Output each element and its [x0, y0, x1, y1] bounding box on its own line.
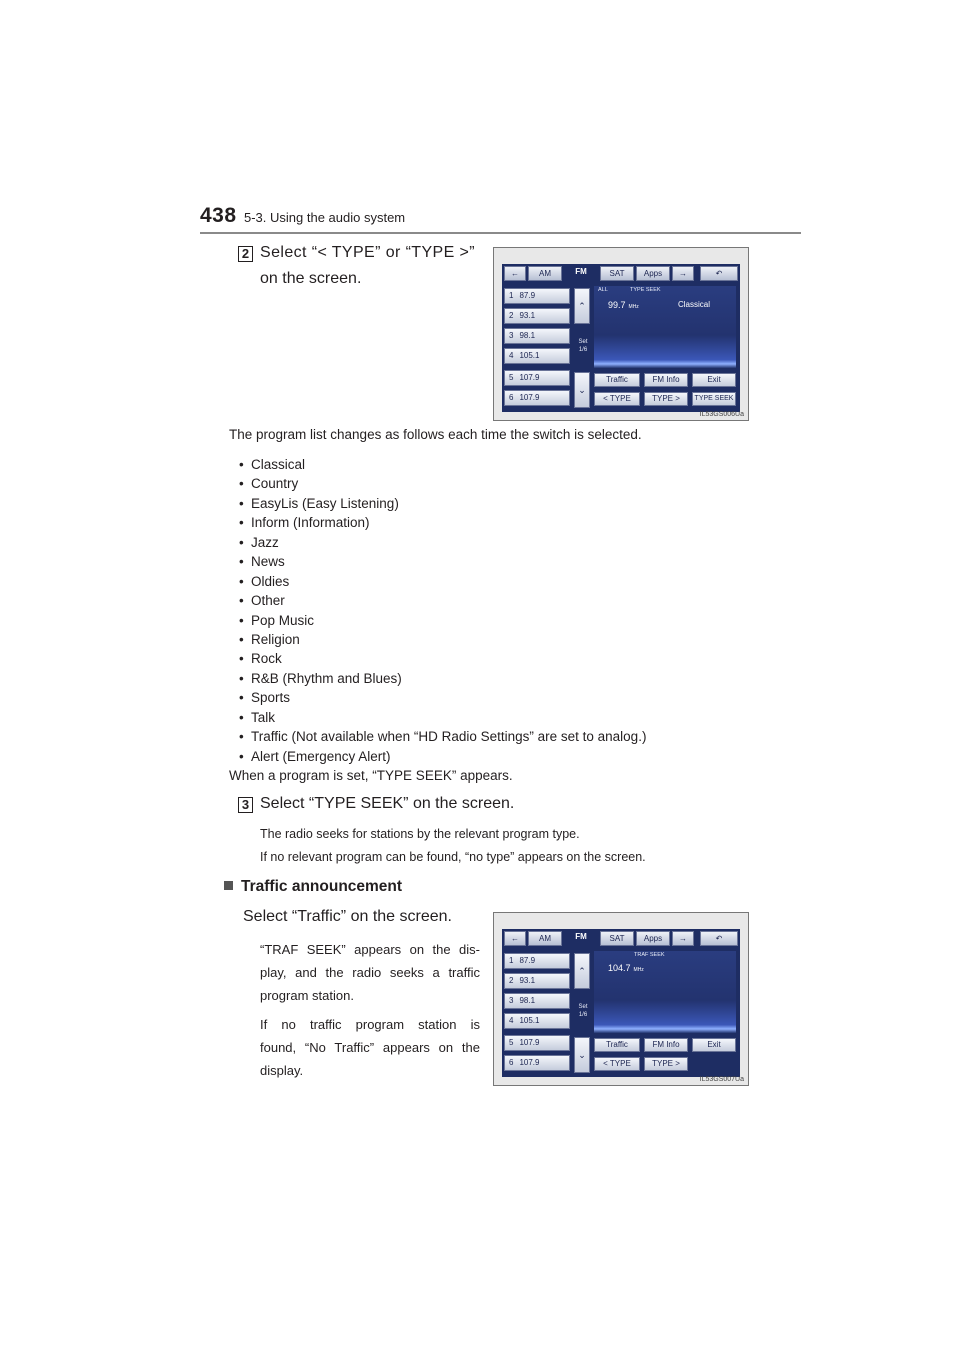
tab-apps[interactable]: Apps — [636, 266, 670, 281]
type-next-button[interactable]: TYPE > — [644, 392, 688, 406]
radio-screen — [502, 929, 740, 1077]
mhz-unit: MHz — [633, 967, 644, 973]
bullet: • — [239, 515, 244, 531]
preset-1[interactable] — [504, 288, 570, 304]
step-2-text — [260, 240, 475, 292]
traffic-heading-text: Traffic announcement — [241, 878, 403, 895]
program-type: Sports — [251, 690, 291, 706]
program-type: Pop Music — [251, 612, 315, 628]
return-icon[interactable]: ↶ — [700, 931, 738, 946]
preset-freq: 107.9 — [519, 373, 540, 382]
preset-4[interactable] — [504, 348, 570, 364]
preset-freq: 93.1 — [519, 311, 536, 320]
preset-num: 2 — [509, 311, 514, 320]
preset-3[interactable] — [504, 993, 570, 1009]
forward-arrow-icon[interactable]: → — [672, 931, 694, 946]
square-bullet-icon — [224, 881, 233, 890]
list-item — [239, 513, 646, 532]
preset-freq: 107.9 — [519, 1038, 540, 1047]
tab-sat[interactable]: SAT — [600, 266, 634, 281]
list-item — [239, 552, 646, 571]
preset-freq: 107.9 — [519, 393, 540, 402]
text-line: If no traffic program station is — [260, 1017, 480, 1032]
bullet: • — [239, 631, 244, 647]
all-label: ALL — [598, 287, 608, 293]
bullet: • — [239, 748, 244, 764]
type-seek-label: TYPE SEEK — [630, 287, 661, 293]
traffic-instruction: Select “Traffic” on the screen. — [243, 908, 452, 925]
scroll-up-icon[interactable]: ⌃ — [574, 288, 590, 324]
preset-2[interactable] — [504, 308, 570, 324]
bullet: • — [239, 476, 244, 492]
preset-freq: 105.1 — [519, 1016, 540, 1025]
preset-freq: 98.1 — [519, 996, 536, 1005]
frequency-readout — [608, 300, 639, 310]
station-display — [594, 951, 736, 1033]
tab-sat[interactable]: SAT — [600, 931, 634, 946]
preset-5[interactable] — [504, 370, 570, 386]
list-item — [239, 474, 646, 493]
program-type: Jazz — [251, 534, 279, 550]
traffic-paragraph-2 — [260, 1013, 480, 1082]
preset-num: 5 — [509, 373, 514, 382]
step-3-text: Select “TYPE SEEK” on the screen. — [260, 795, 515, 812]
traffic-heading — [224, 878, 402, 896]
program-type: Country — [251, 476, 299, 492]
preset-4[interactable] — [504, 1013, 570, 1029]
program-type-list — [239, 455, 646, 766]
top-bar — [502, 266, 740, 282]
preset-2[interactable] — [504, 973, 570, 989]
bullet: • — [239, 573, 244, 589]
tab-am[interactable]: AM — [528, 931, 562, 946]
radio-screen-figure-2 — [493, 912, 749, 1086]
list-item — [239, 591, 646, 610]
step-2-line1: Select “< TYPE” or “TYPE >” — [260, 244, 476, 261]
preset-num: 6 — [509, 393, 514, 402]
forward-arrow-icon[interactable]: → — [672, 266, 694, 281]
back-arrow-icon[interactable]: ← — [504, 266, 526, 281]
program-type: R&B (Rhythm and Blues) — [251, 670, 402, 686]
text-line: found, “No Traffic” appears on the — [260, 1040, 480, 1055]
scroll-up-icon[interactable]: ⌃ — [574, 953, 590, 989]
preset-6[interactable] — [504, 390, 570, 406]
program-type: News — [251, 554, 285, 570]
list-item — [239, 708, 646, 727]
figure-code: IL53GS006Ua — [699, 411, 744, 418]
program-type: Oldies — [251, 573, 290, 589]
preset-freq: 93.1 — [519, 976, 536, 985]
text-line: “TRAF SEEK” appears on the dis- — [260, 942, 480, 957]
exit-button[interactable]: Exit — [692, 1038, 736, 1052]
preset-freq: 98.1 — [519, 331, 536, 340]
scroll-down-icon[interactable]: ⌄ — [574, 372, 590, 408]
list-item — [239, 649, 646, 668]
list-item — [239, 533, 646, 552]
bullet: • — [239, 495, 244, 511]
program-type: Talk — [251, 709, 276, 725]
preset-freq: 105.1 — [519, 351, 540, 360]
traffic-button[interactable]: Traffic — [594, 1038, 640, 1052]
step-3-note-1: The radio seeks for stations by the relevant program type. — [260, 827, 580, 841]
fm-info-button[interactable]: FM Info — [644, 1038, 688, 1052]
bullet: • — [239, 690, 244, 706]
list-item — [239, 455, 646, 474]
text-line: display. — [260, 1063, 304, 1078]
radio-screen-figure-1 — [493, 247, 749, 421]
program-type: Classical — [251, 457, 306, 472]
preset-5[interactable] — [504, 1035, 570, 1051]
preset-num: 2 — [509, 976, 514, 985]
preset-freq: 87.9 — [519, 956, 536, 965]
exit-button[interactable]: Exit — [692, 373, 736, 387]
tab-fm[interactable]: FM — [564, 264, 598, 282]
step-2-badge: 2 — [238, 246, 253, 262]
list-item — [239, 669, 646, 688]
program-type: Alert (Emergency Alert) — [251, 748, 391, 764]
type-seek-note: When a program is set, “TYPE SEEK” appears. — [229, 768, 513, 783]
preset-6[interactable] — [504, 1055, 570, 1071]
program-type: Rock — [251, 651, 282, 667]
fm-info-button[interactable]: FM Info — [644, 373, 688, 387]
scroll-down-icon[interactable]: ⌄ — [574, 1037, 590, 1073]
bullet: • — [239, 534, 244, 550]
program-type: EasyLis (Easy Listening) — [251, 495, 399, 511]
tab-apps[interactable]: Apps — [636, 931, 670, 946]
set-label: Set — [578, 339, 588, 345]
list-item — [239, 747, 646, 766]
traf-seek-label: TRAF SEEK — [634, 952, 665, 958]
step-3-note-2: If no relevant program can be found, “no type” appears on the screen. — [260, 850, 646, 864]
step-2-line2: on the screen. — [260, 270, 362, 287]
traffic-button[interactable]: Traffic — [594, 373, 640, 387]
page-number: 438 — [200, 204, 237, 227]
tab-fm[interactable]: FM — [564, 929, 598, 947]
step-3-badge: 3 — [238, 797, 253, 813]
set-page: 1/6 — [578, 347, 588, 353]
program-type: Other — [251, 593, 285, 609]
text-line: program station. — [260, 988, 354, 1003]
return-icon[interactable]: ↶ — [700, 266, 738, 281]
radio-screen — [502, 264, 740, 412]
text-line: play, and the radio seeks a traffic — [260, 965, 480, 980]
preset-1[interactable] — [504, 953, 570, 969]
traffic-paragraph-1 — [260, 938, 480, 1007]
type-prev-button[interactable]: < TYPE — [594, 1057, 640, 1071]
preset-num: 5 — [509, 1038, 514, 1047]
type-seek-button[interactable]: TYPE SEEK — [692, 392, 736, 406]
bullet: • — [239, 651, 244, 667]
bullet: • — [239, 457, 244, 472]
bullet: • — [239, 612, 244, 628]
set-label: Set — [578, 1004, 588, 1010]
list-item — [239, 494, 646, 513]
program-type: Traffic (Not available when “HD Radio Settings” are set to analog.) — [251, 729, 647, 745]
program-type: Religion — [251, 631, 300, 647]
list-item — [239, 611, 646, 630]
bullet: • — [239, 593, 244, 609]
bullet: • — [239, 670, 244, 686]
figure-code: IL53GS007Ua — [699, 1076, 744, 1083]
preset-num: 1 — [509, 291, 514, 300]
tab-am[interactable]: AM — [528, 266, 562, 281]
preset-freq: 87.9 — [519, 291, 536, 300]
mhz-unit: MHz — [628, 304, 639, 310]
list-item — [239, 572, 646, 591]
list-item — [239, 688, 646, 707]
header-rule — [200, 232, 801, 234]
program-list-intro: The program list changes as follows each time the switch is selected. — [229, 427, 642, 442]
bullet: • — [239, 554, 244, 570]
preset-num: 4 — [509, 1016, 514, 1025]
station-display — [594, 286, 736, 368]
list-item — [239, 727, 646, 746]
preset-num: 1 — [509, 956, 514, 965]
back-arrow-icon[interactable]: ← — [504, 931, 526, 946]
preset-freq: 107.9 — [519, 1058, 540, 1067]
preset-num: 3 — [509, 996, 514, 1005]
frequency-value: 99.7 — [608, 300, 626, 310]
type-prev-button[interactable]: < TYPE — [594, 392, 640, 406]
frequency-value: 104.7 — [608, 963, 631, 973]
bullet: • — [239, 729, 244, 745]
genre-label: Classical — [678, 300, 711, 309]
preset-num: 3 — [509, 331, 514, 340]
preset-num: 4 — [509, 351, 514, 360]
preset-num: 6 — [509, 1058, 514, 1067]
bullet: • — [239, 709, 244, 725]
preset-3[interactable] — [504, 328, 570, 344]
set-page: 1/6 — [578, 1012, 588, 1018]
list-item — [239, 630, 646, 649]
frequency-readout — [608, 963, 644, 973]
section-title: 5-3. Using the audio system — [244, 210, 406, 225]
program-type: Inform (Information) — [251, 515, 370, 531]
type-next-button[interactable]: TYPE > — [644, 1057, 688, 1071]
top-bar — [502, 931, 740, 947]
